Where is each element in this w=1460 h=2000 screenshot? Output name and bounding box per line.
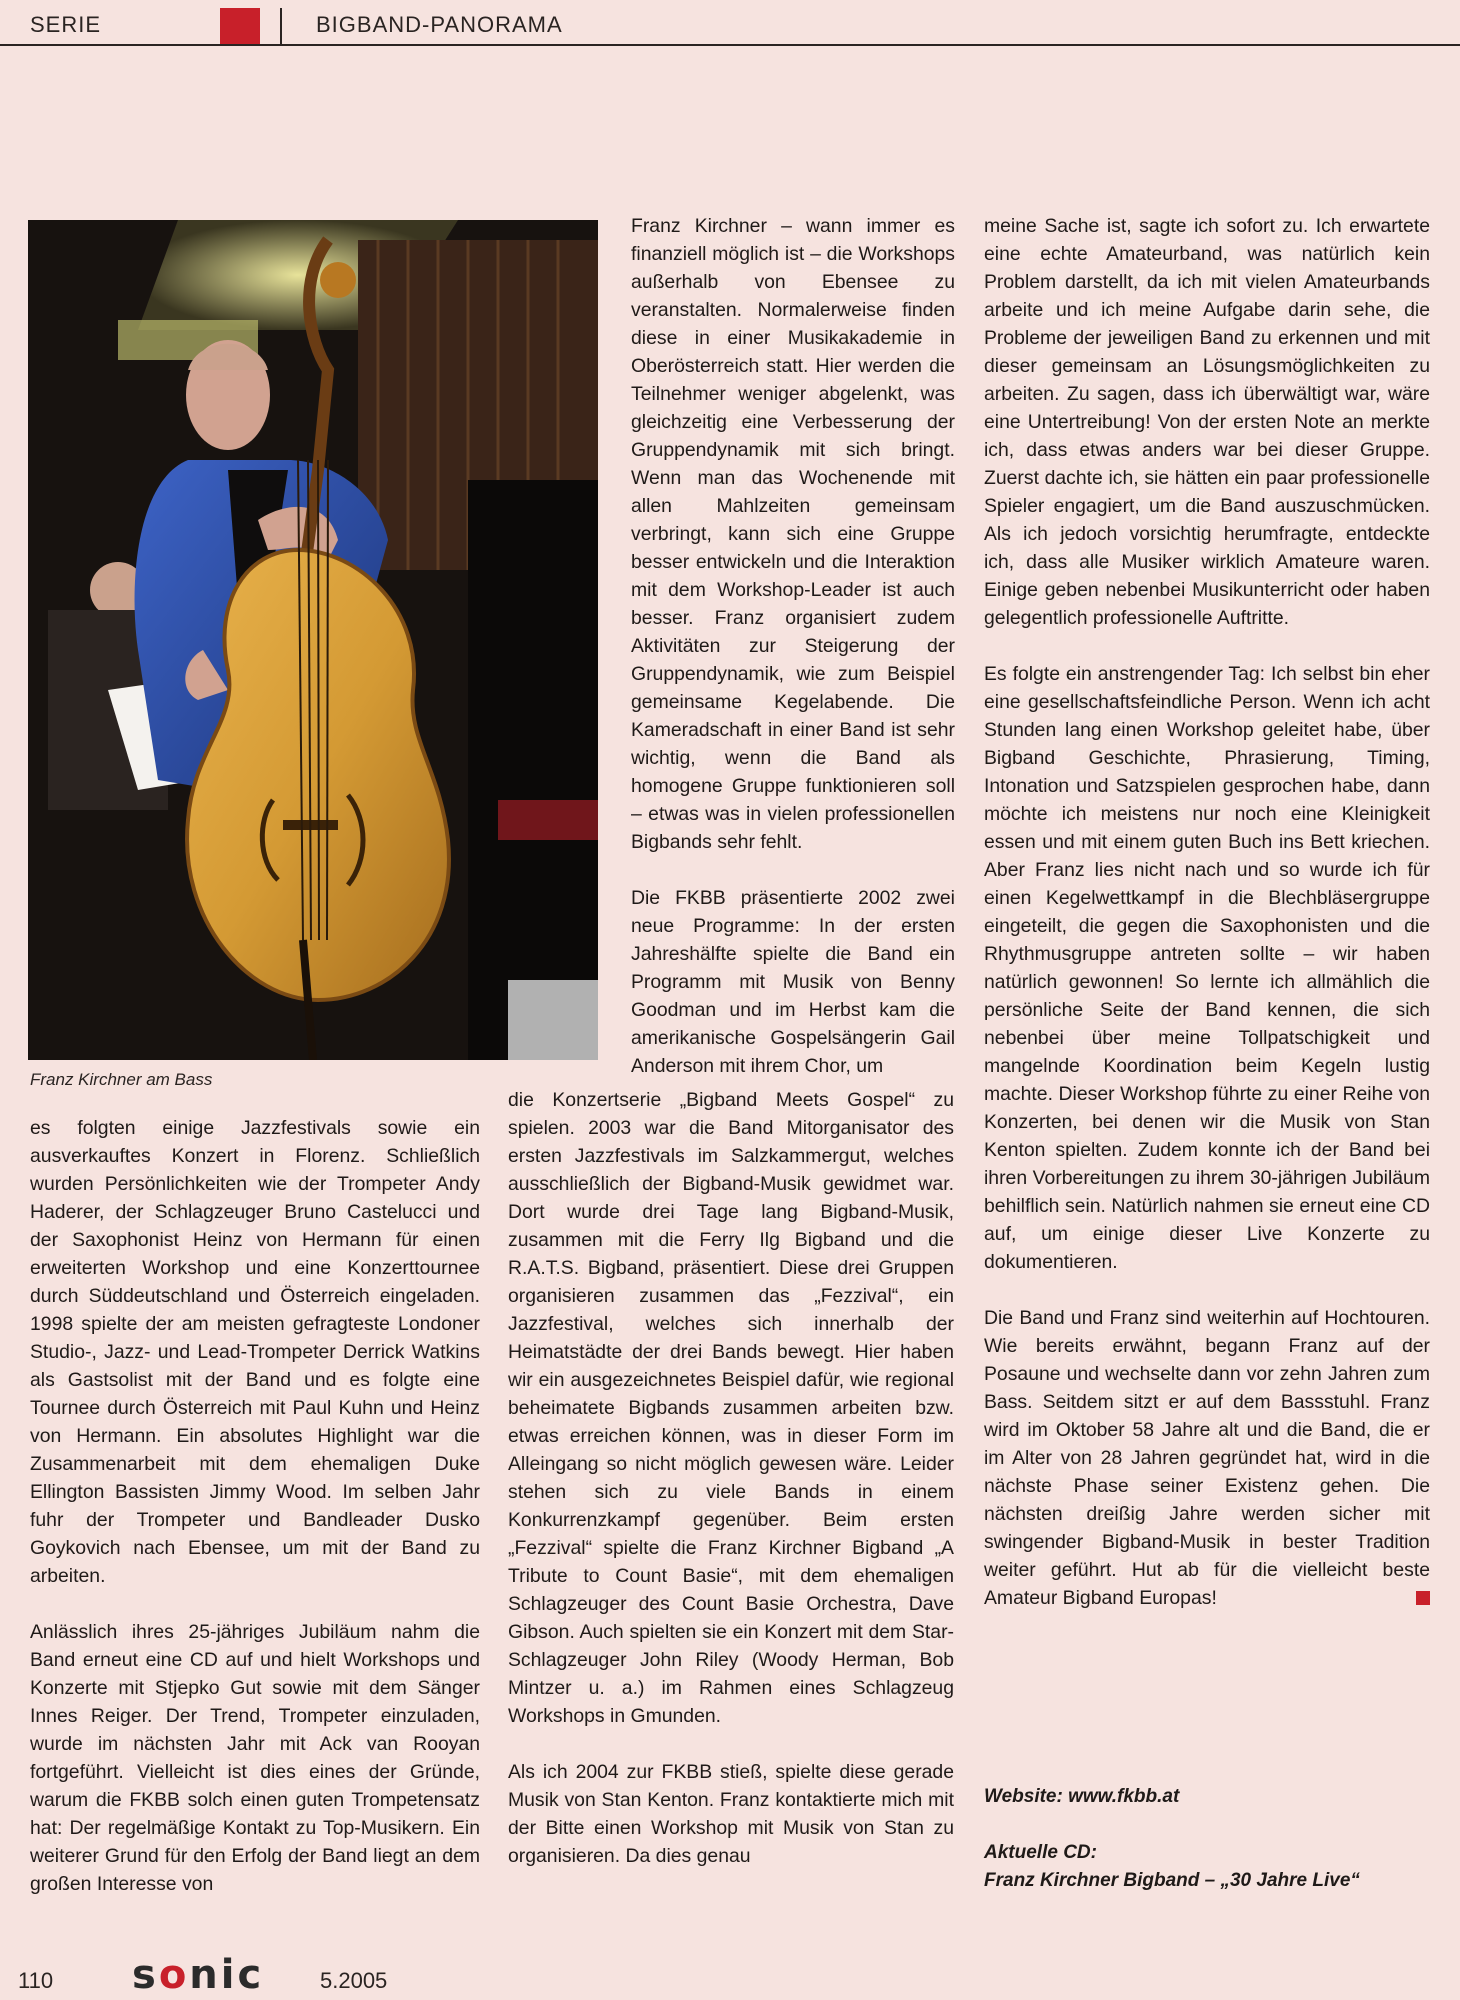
paragraph: Als ich 2004 zur FKBB stieß, spielte diese gerade Musik von Stan Kenton. Franz kontaktierte mich mit der Bitte einen Workshop mit Musik von Stan zu organisieren. Da dies genau	[508, 1761, 954, 1867]
article-end-marker	[1416, 1591, 1430, 1605]
series-label: SERIE	[30, 12, 102, 37]
page-number: 110	[18, 1968, 54, 1993]
article-column-left	[30, 1114, 480, 1898]
paragraph: Es folgte ein anstrengender Tag: Ich selbst bin eher eine gesellschaftsfeindliche Person. Wenn ich acht Stunden lang einen Workshop geleitet habe, über Bigband Geschichte, Phrasierung, Timing, Intonation und Satzspielen gesprochen habe, dann möchte ich meistens nur noch eine Kleinigkeit essen und mit einem guten Buch ins Bett kriechen. Aber Franz lies nicht nach und so wurde ich für einen Kegelwettkampf in die Blechbläsergruppe eingeteilt, die gegen die Saxophonisten und die Rhythmusgruppe antreten sollte – wir haben natürlich gewonnen! So lernte ich allmählich die persönliche Seite der Band kennen, die sich nebenbei über meine Tollpatschigkeit und mangelnde Koordination beim Kegeln lustig machte. Dieser Workshop führte zu einer Reihe von Konzerten, bei denen wir die Musik von Stan Kenton spielten. Zudem konnte ich der Band bei ihren Vorbereitungen zu ihrem 30-jährigen Jubiläum behilflich sein. Natürlich nahmen sie erneut eine CD auf, um einige dieser Live Konzerte zu dokumentieren.	[984, 663, 1430, 1273]
header-rule	[0, 44, 1460, 46]
logo-text-nic: nic	[189, 1952, 265, 1998]
article-column-middle-lower	[508, 1086, 954, 1870]
article-column-middle-upper	[631, 212, 955, 1080]
paragraph-final-text: Die Band und Franz sind weiterhin auf Hochtouren. Wie bereits erwähnt, begann Franz auf der Posaune und wechselte dann vor zehn Jahren zum Bass. Seitdem sitzt er auf dem Bassstuhl. Franz wird im Oktober 58 Jahre alt und die Band, die er im Alter von 28 Jahren gegründet hat, wird in die nächste Phase seiner Existenz gehen. Die nächsten dreißig Jahre werden sicher mit swingender Bigband-Musik in bester Tradition weiter geführt. Hut ab für die vielleicht beste Amateur Bigband Europas!	[984, 1307, 1430, 1609]
photo-caption: Franz Kirchner am Bass	[30, 1070, 213, 1089]
paragraph: die Konzertserie „Bigband Meets Gospel“ zu spielen. 2003 war die Band Mitorganisator des ersten Jazzfestivals im Salzkammergut, welches ausschließlich der Bigband-Musik gewidmet war. Dort wurde drei Tage lang Bigband-Musik, zusammen mit die Ferry Ilg Bigband und die R.A.T.S. Bigband, präsentiert. Diese drei Gruppen organisieren zusammen das „Fezzival“, ein Jazzfestival, welches sich innerhalb der Heimatstädte der drei Bands bewegt. Hier haben wir ein ausgezeichnetes Beispiel dafür, wie regional beheimatete Bigbands zusammen arbeiten bzw. etwas erreichen können, was in dieser Form im Alleingang so nicht möglich gewesen wäre. Leider stehen sich zu viele Bands in einem Konkurrenzkampf gegenüber. Beim ersten „Fezzival“ spielte die Franz Kirchner Bigband „A Tribute to Count Basie“, mit dem ehemaligen Schlagzeuger des Count Basie Orchestra, Dave Gibson. Auch spielten sie ein Konzert mit dem Star-Schlagzeuger John Riley (Woody Herman, Bob Mintzer u. a.) im Rahmen eines Schlagzeug Workshops in Gmunden.	[508, 1089, 954, 1727]
page-header	[0, 0, 1460, 46]
paragraph-final	[984, 1304, 1430, 1612]
website-info: Website: www.fkbb.at	[984, 1786, 1180, 1807]
paragraph: Franz Kirchner – wann immer es finanziell möglich ist – die Workshops außerhalb von Ebensee zu veranstalten. Normalerweise finden diese in einer Musikakademie in Oberösterreich statt. Hier werden die Teilnehmer weniger abgelenkt, was gleichzeitig eine Verbesserung der Gruppendynamik mit sich bringt. Wenn man das Wochenende mit allen Mahlzeiten gemeinsam verbringt, kann sich eine Gruppe besser entwickeln und die Interaktion mit dem Workshop-Leader ist auch besser. Franz organisiert zudem Aktivitäten zur Steigerung der Gruppendynamik, wie zum Beispiel gemeinsame Kegelabende. Die Kameradschaft in einer Band ist sehr wichtig, wenn die Band als homogene Gruppe funktionieren soll – etwas was in vielen professionellen Bigbands sehr fehlt.	[631, 215, 955, 853]
paragraph: meine Sache ist, sagte ich sofort zu. Ich erwartete eine echte Amateurband, was natürlich kein Problem darstellt, da ich mit vielen Amateurbands arbeite und ich meine Aufgabe darin sehe, die Probleme der jeweiligen Band zu erkennen und mit dieser gemeinsam an Lösungsmöglichkeiten zu arbeiten. Zu sagen, dass ich überwältigt war, wäre eine Untertreibung! Von der ersten Note an merkte ich, dass etwas anders war bei dieser Gruppe. Zuerst dachte ich, sie hätten ein paar professionelle Spieler engagiert, um die Band auszuschmücken. Als ich jedoch vorsichtig herumfragte, entdeckte ich, dass alle Musiker wirklich Amateure waren. Einige geben nebenbei Musikunterricht oder haben gelegentlich professionelle Auftritte.	[984, 215, 1430, 629]
article-column-right	[984, 212, 1430, 1612]
magazine-logo	[132, 1952, 264, 1998]
issue-date: 5.2005	[320, 1968, 388, 1993]
paragraph: es folgten einige Jazzfestivals sowie ein ausverkauftes Konzert in Florenz. Schließlich wurden Persönlichkeiten wie der Trompeter Andy Haderer, der Schlagzeuger Bruno Castelucci und der Saxophonist Heinz von Hermann für einen erweiterten Workshop und eine Konzerttournee durch Süddeutschland und Österreich eingeladen. 1998 spielte der am meisten gefragteste Londoner Studio-, Jazz- und Lead-Trompeter Derrick Watkins als Gastsolist mit der Band und es folgte eine Tournee durch Österreich mit Paul Kuhn und Heinz von Hermann. Ein absolutes Highlight war die Zusammenarbeit mit dem ehemaligen Duke Ellington Bassisten Jimmy Wood. Im selben Jahr fuhr der Trompeter und Bandleader Dusko Goykovich nach Ebensee, um mit der Band zu arbeiten.	[30, 1117, 480, 1587]
logo-text-o: o	[158, 1952, 190, 1998]
header-divider	[280, 8, 282, 46]
current-cd-label: Aktuelle CD:	[984, 1842, 1097, 1863]
section-title: BIGBAND-PANORAMA	[316, 12, 563, 37]
paragraph: Die FKBB präsentierte 2002 zwei neue Programme: In der ersten Jahreshälfte spielte die Band ein Programm mit Musik von Benny Goodman und im Herbst kam die amerikanische Gospelsängerin Gail Anderson mit ihrem Chor, um	[631, 887, 955, 1077]
logo-text-s: s	[132, 1952, 159, 1998]
photo-illustration	[28, 220, 598, 1060]
paragraph: Anlässlich ihres 25-jähriges Jubiläum nahm die Band erneut eine CD auf und hielt Workshops und Konzerte mit Stjepko Gut sowie mit dem Sänger Innes Reiger. Der Trend, Trompeter einzuladen, wurde im nächsten Jahr mit Ack van Rooyan fortgeführt. Vielleicht ist dies eines der Gründe, warum die FKBB solch einen guten Trompetensatz hat: Der regelmäßige Kontakt zu Top-Musikern. Ein weiterer Grund für den Erfolg der Band liegt an dem großen Interesse von	[30, 1621, 480, 1895]
photo-bassist	[28, 220, 598, 1060]
series-marker	[220, 8, 260, 44]
current-cd-title: Franz Kirchner Bigband – „30 Jahre Live“	[984, 1870, 1360, 1891]
